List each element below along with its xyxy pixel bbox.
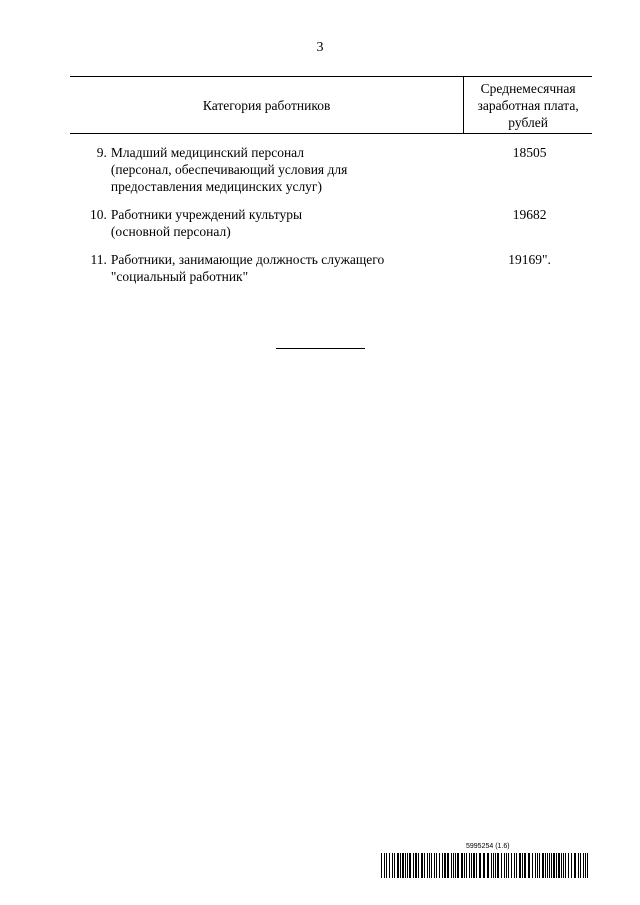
page-number: 3 (316, 40, 324, 55)
table-header (70, 77, 592, 134)
table-body (70, 134, 592, 285)
row-salary: 19169". (508, 252, 551, 267)
salary-table (70, 76, 592, 296)
row-category-line: Младший медицинский персонал (110, 145, 305, 160)
header-salary-line: Среднемесячная (480, 81, 576, 96)
row-number: 11. (90, 252, 107, 267)
row-number: 10. (90, 207, 107, 222)
header-salary (463, 77, 592, 133)
table-row (70, 144, 592, 195)
row-category-line: Работники учреждений культуры (110, 207, 303, 222)
row-category (110, 251, 464, 285)
row-category (110, 144, 464, 195)
document-code: 5995254 (1.6) (466, 843, 510, 850)
row-category-line: Работники, занимающие должность служащего (110, 252, 385, 267)
row-category-line: "социальный работник" (110, 269, 249, 284)
table-row (70, 251, 592, 285)
row-salary: 18505 (512, 145, 547, 160)
header-salary-line: заработная плата, (477, 98, 579, 113)
row-salary: 19682 (512, 207, 547, 222)
row-category-line: (основной персонал) (110, 224, 231, 239)
header-salary-line: рублей (508, 115, 548, 130)
end-divider (276, 348, 365, 349)
barcode (381, 853, 590, 878)
header-category: Категория работников (202, 98, 331, 113)
row-category (110, 206, 464, 240)
row-category-line: предоставления медицинских услуг) (110, 179, 322, 194)
row-category-line: (персонал, обеспечивающий условия для (110, 162, 348, 177)
row-number: 9. (96, 145, 107, 160)
table-row (70, 206, 592, 240)
